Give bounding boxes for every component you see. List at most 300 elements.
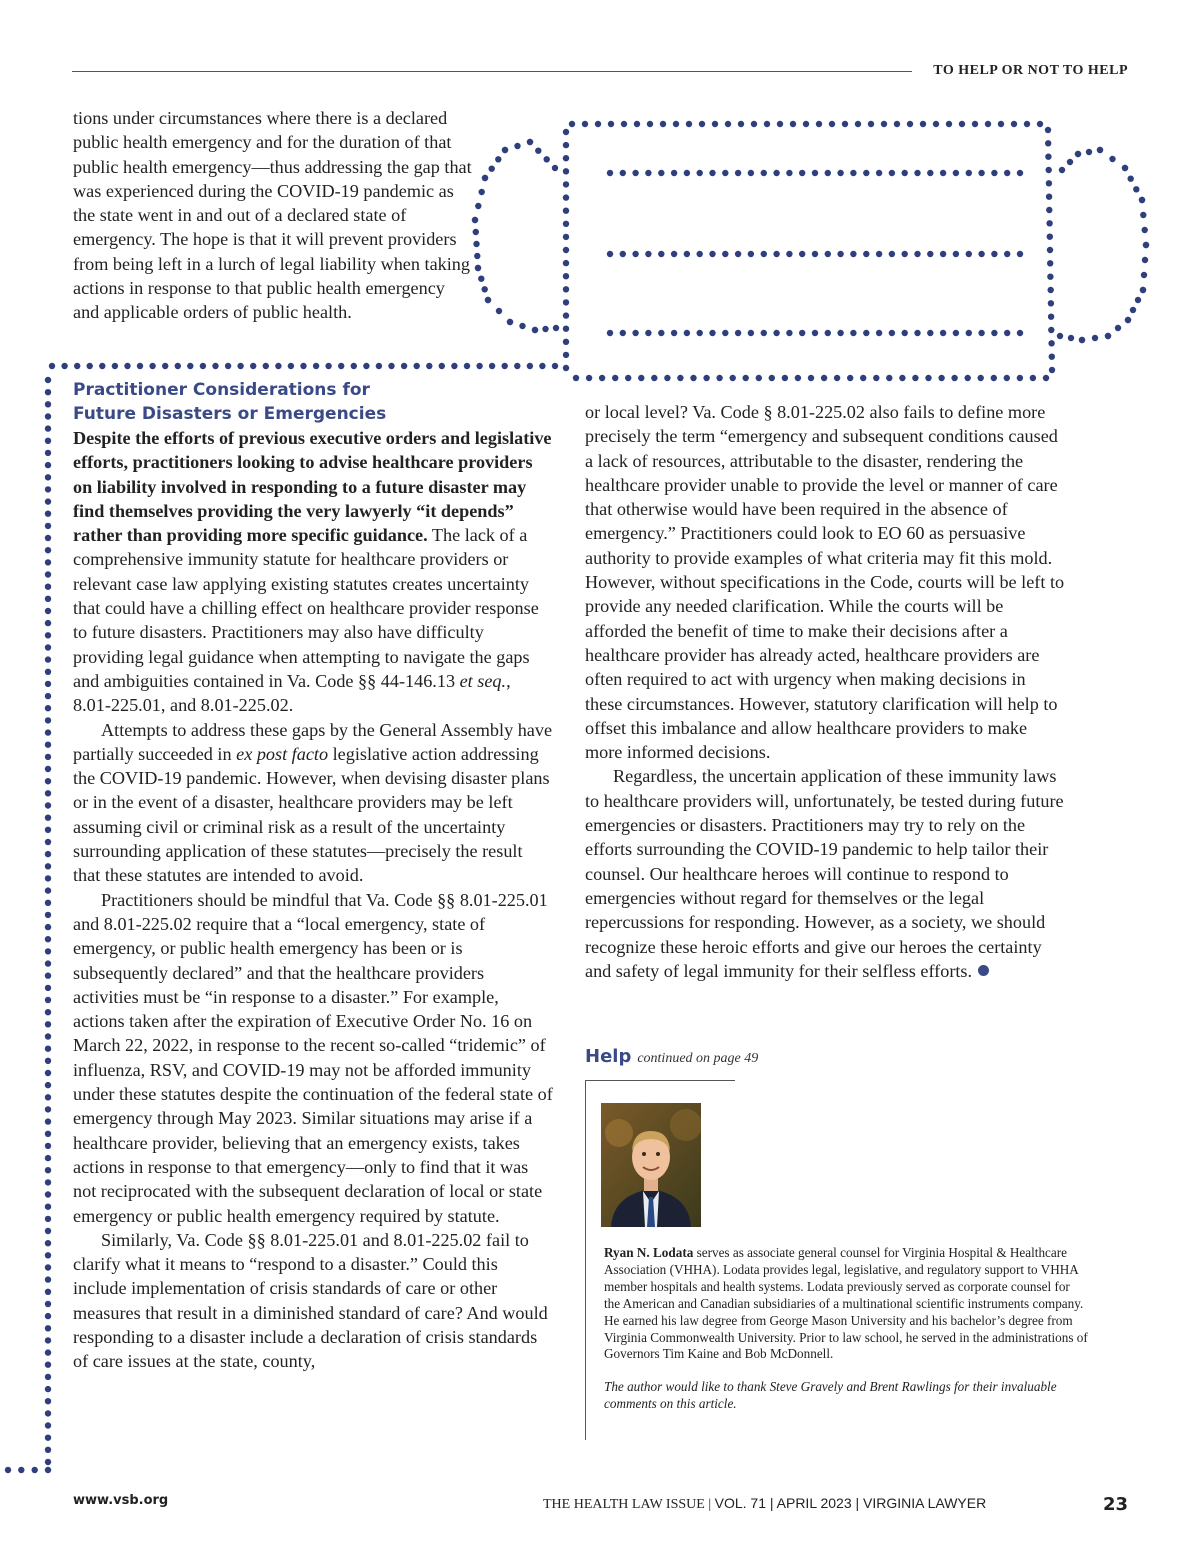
decorative-dot [886, 375, 892, 381]
decorative-dot [388, 363, 394, 369]
decorative-dot [863, 251, 869, 257]
decorative-dot [45, 802, 51, 808]
decorative-dot [162, 363, 168, 369]
decorative-dot [1046, 220, 1052, 226]
decorative-dot [748, 170, 754, 176]
decorative-dot [1097, 147, 1103, 153]
decorative-dot [722, 251, 728, 257]
decorative-dot [761, 330, 767, 336]
decorative-dot [45, 1082, 51, 1088]
decorative-dot [45, 693, 51, 699]
decorative-dot [658, 170, 664, 176]
decorative-dot [514, 143, 520, 149]
decorative-dot [677, 375, 683, 381]
decorative-dot [716, 375, 722, 381]
decorative-dot [842, 121, 848, 127]
decorative-dot [1128, 176, 1134, 182]
decorative-dot [45, 413, 51, 419]
decorative-dot [735, 251, 741, 257]
decorative-dot [586, 375, 592, 381]
decorative-dot [563, 286, 569, 292]
decorative-dot [45, 936, 51, 942]
decorative-dot [527, 363, 533, 369]
decorative-dot [45, 1386, 51, 1392]
decorative-dot [1011, 121, 1017, 127]
decorative-dot [563, 326, 569, 332]
decorative-dot [894, 121, 900, 127]
decorative-dot [621, 121, 627, 127]
decorative-dot [45, 1252, 51, 1258]
decorative-dot [1004, 375, 1010, 381]
decorative-dot [914, 170, 920, 176]
decorative-dot [709, 251, 715, 257]
footer-issue: THE HEALTH LAW ISSUE [543, 1497, 705, 1512]
decorative-dot [45, 511, 51, 517]
decorative-dot [325, 363, 331, 369]
paragraph-2 [73, 718, 553, 888]
end-mark-icon [978, 965, 989, 976]
decorative-dot [889, 170, 895, 176]
decorative-dot [582, 121, 588, 127]
decorative-dot [825, 170, 831, 176]
decorative-dot [1046, 167, 1052, 173]
decorative-dot [914, 251, 920, 257]
decorative-dot [764, 121, 770, 127]
decorative-dot [45, 705, 51, 711]
decorative-dot [45, 1410, 51, 1416]
decorative-dot [786, 170, 792, 176]
decorative-dot [45, 1301, 51, 1307]
decorative-dot [74, 363, 80, 369]
decorative-dot [124, 363, 130, 369]
decorative-dot [684, 251, 690, 257]
decorative-dot [45, 960, 51, 966]
decorative-dot [699, 121, 705, 127]
decorative-dot [237, 363, 243, 369]
decorative-dot [773, 170, 779, 176]
decorative-dot [927, 330, 933, 336]
decorative-dot [45, 1349, 51, 1355]
decorative-dot [495, 156, 501, 162]
decorative-dot [1004, 170, 1010, 176]
decorative-dot [225, 363, 231, 369]
decorative-dot [45, 1094, 51, 1100]
decorative-dot [620, 251, 626, 257]
decorative-dot [671, 330, 677, 336]
decorative-dot [563, 260, 569, 266]
decorative-dot [938, 375, 944, 381]
decorative-dot [351, 363, 357, 369]
lead-bold-text: Despite the efforts of previous executive orders and legislative efforts, practitioners looking to advise healthcare providers on liability involved in responding to a future disaster may find themselves providing the very lawyerly “it depends” rather than providing more specific guidance. [73, 428, 552, 546]
decorative-dot [748, 251, 754, 257]
decorative-dot [45, 863, 51, 869]
decorative-dot [563, 234, 569, 240]
decorative-dot [756, 375, 762, 381]
decorative-dot [825, 330, 831, 336]
decorative-dot [799, 330, 805, 336]
decorative-dot [45, 985, 51, 991]
decorative-dot [542, 326, 548, 332]
decorative-dot [45, 486, 51, 492]
decorative-dot [933, 121, 939, 127]
decorative-dot [991, 330, 997, 336]
decorative-dot [45, 1422, 51, 1428]
decorative-dot [45, 608, 51, 614]
decorative-dot [45, 498, 51, 504]
decorative-dot [45, 887, 51, 893]
decorative-dot [816, 121, 822, 127]
decorative-dot [45, 1337, 51, 1343]
decorative-dot [607, 170, 613, 176]
continued-keyword: Help [585, 1046, 632, 1067]
decorative-dot [647, 121, 653, 127]
decorative-dot [475, 265, 481, 271]
decorative-dot [482, 286, 488, 292]
decorative-dot [45, 1289, 51, 1295]
decorative-dot [1049, 367, 1055, 373]
decorative-dot [45, 1264, 51, 1270]
decorative-dot [834, 375, 840, 381]
decorative-dot [703, 375, 709, 381]
decorative-dot [795, 375, 801, 381]
decorative-dot [45, 778, 51, 784]
decorative-dot [45, 1276, 51, 1282]
decorative-dot [519, 323, 525, 329]
decorative-dot [563, 142, 569, 148]
decorative-dot [940, 330, 946, 336]
decorative-dot [1075, 151, 1081, 157]
decorative-dot [638, 375, 644, 381]
decorative-dot [464, 363, 470, 369]
bio-paragraph [604, 1245, 1088, 1363]
decorative-dot [45, 1033, 51, 1039]
decorative-dot [1046, 207, 1052, 213]
decorative-dot [45, 1374, 51, 1380]
decorative-dot [45, 1143, 51, 1149]
decorative-dot [45, 450, 51, 456]
decorative-dot [959, 121, 965, 127]
decorative-dot [607, 251, 613, 257]
decorative-dot [563, 312, 569, 318]
paragraph-4: Similarly, Va. Code §§ 8.01-225.01 and 8.01-225.02 fail to clarify what it means to “respond to a disaster.” Could this include implementation of crisis standards of care or other measures that result in a diminished standard of care? And would responding to a disaster include a declaration of crisis standards of care issues at the state, county, [73, 1229, 548, 1372]
decorative-dot [632, 330, 638, 336]
decorative-dot [1079, 337, 1085, 343]
decorative-dot [45, 1240, 51, 1246]
decorative-dot [645, 251, 651, 257]
decorative-dot [439, 363, 445, 369]
decorative-dot [45, 1046, 51, 1052]
decorative-dot [978, 330, 984, 336]
decorative-dot [45, 1362, 51, 1368]
decorative-dot [940, 170, 946, 176]
decorative-dot [927, 170, 933, 176]
decorative-dot [709, 170, 715, 176]
decorative-dot [45, 1204, 51, 1210]
decorative-dot [45, 742, 51, 748]
decorative-dot [847, 375, 853, 381]
decorative-dot [1017, 170, 1023, 176]
decorative-dot [1048, 300, 1054, 306]
decorative-dot [1047, 234, 1053, 240]
decorative-dot [502, 147, 508, 153]
decorative-dot [149, 363, 155, 369]
decorative-dot [1047, 247, 1053, 253]
decorative-dot [965, 375, 971, 381]
decorative-dot [5, 1467, 11, 1473]
decorative-dot [684, 170, 690, 176]
continued-text: continued on page 49 [637, 1051, 759, 1066]
decorative-dot [45, 425, 51, 431]
decorative-dot [607, 330, 613, 336]
decorative-dot [927, 251, 933, 257]
decorative-dot [1092, 335, 1098, 341]
decorative-dot [972, 121, 978, 127]
decorative-dot [1142, 257, 1148, 263]
decorative-dot [478, 276, 484, 282]
decorative-dot [45, 754, 51, 760]
decorative-dot [690, 375, 696, 381]
decorative-dot [1046, 194, 1052, 200]
decorative-dot [748, 330, 754, 336]
decorative-dot [45, 973, 51, 979]
decorative-dot [45, 1459, 51, 1465]
decorative-dot [1067, 159, 1073, 165]
decorative-dot [544, 156, 550, 162]
decorative-dot [761, 251, 767, 257]
paragraph-3: Practitioners should be mindful that Va. Code §§ 8.01-225.01 and 8.01-225.02 require that a “local emergency, state of emergency, or public health emergency has been or is subsequently declared” and that the healthcare providers activities must be “in response to a disaster.” For example, actions taken after the expiration of Executive Order No. 16 on March 22, 2022, in response to the recent so-called “tridemic” of influenza, RSV, and COVID-19 may not be afforded immunity under these statutes despite the continuation of the federal state of emergency through May 2023. Similar situations may arise if a healthcare provider, believing that an emergency exists, takes actions in response to that emergency—only to find that it was not reciprocated with the subsequent declaration of local or state emergency or public health emergency required by statute. [73, 889, 553, 1226]
decorative-dot [902, 330, 908, 336]
decorative-dot [496, 308, 502, 314]
decorative-dot [671, 170, 677, 176]
decorative-dot [474, 253, 480, 259]
decorative-dot [563, 181, 569, 187]
decorative-dot [45, 1179, 51, 1185]
decorative-dot [45, 1167, 51, 1173]
author-photo [601, 1103, 701, 1227]
decorative-dot [991, 251, 997, 257]
decorative-dot [45, 401, 51, 407]
decorative-dot [32, 1467, 38, 1473]
decorative-dot [45, 1021, 51, 1027]
decorative-dot [45, 1447, 51, 1453]
decorative-dot [539, 363, 545, 369]
decorative-dot [812, 251, 818, 257]
bio-side-rule [585, 1080, 586, 1440]
decorative-dot [735, 330, 741, 336]
decorative-dot [535, 148, 541, 154]
decorative-dot [563, 221, 569, 227]
decorative-dot [489, 166, 495, 172]
decorative-dot [786, 251, 792, 257]
decorative-dot [473, 229, 479, 235]
decorative-dot [563, 299, 569, 305]
decorative-dot [45, 656, 51, 662]
decorative-dot [563, 168, 569, 174]
decorative-dot [812, 170, 818, 176]
decorative-dot [45, 1191, 51, 1197]
decorative-dot [338, 363, 344, 369]
decorative-dot [743, 375, 749, 381]
decorative-dot [837, 330, 843, 336]
decorative-dot [991, 170, 997, 176]
decorative-dot [263, 363, 269, 369]
running-head: TO HELP OR NOT TO HELP [933, 63, 1128, 78]
decorative-dot [625, 375, 631, 381]
decorative-dot [45, 875, 51, 881]
decorative-dot [1045, 154, 1051, 160]
decorative-dot [45, 1106, 51, 1112]
decorative-dot [563, 155, 569, 161]
decorative-dot [451, 363, 457, 369]
paragraph-5: or local level? Va. Code § 8.01-225.02 also fails to define more precisely the term “emergency and subsequent conditions caused a lack of resources, attributable to the disaster, rendering the healthcare provider unable to provide the level or manner of care that otherwise would have been required in the absence of emergency.” Practitioners could look to EO 60 as persuasive authority to provide examples of what criteria may fit this mold. However, without specifications in the Code, courts will be left to provide any needed clarification. While the courts will be afforded the benefit of time to make their decisions after a healthcare provider has already acted, healthcare providers are often required to act with urgency when making decisions in these circumstances. However, statutory clarification will help to offset this imbalance and allow healthcare providers to make more informed decisions. [585, 402, 1065, 763]
decorative-dot [45, 729, 51, 735]
decorative-dot [850, 170, 856, 176]
decorative-dot [426, 363, 432, 369]
paragraph-6 [585, 764, 1065, 983]
decorative-dot [45, 681, 51, 687]
decorative-dot [632, 170, 638, 176]
decorative-dot [812, 330, 818, 336]
decorative-dot [1048, 287, 1054, 293]
decorative-dot [946, 121, 952, 127]
decorative-dot [45, 1058, 51, 1064]
decorative-dot [1057, 333, 1063, 339]
decorative-dot [1105, 333, 1111, 339]
decorative-dot [709, 330, 715, 336]
decorative-dot [49, 363, 55, 369]
decorative-dot [573, 375, 579, 381]
decorative-dot [863, 170, 869, 176]
decorative-dot [563, 208, 569, 214]
decorative-dot [288, 363, 294, 369]
decorative-dot [799, 251, 805, 257]
decorative-dot [552, 165, 558, 171]
decorative-dot [1046, 180, 1052, 186]
decorative-dot [1037, 121, 1043, 127]
decorative-dot [1024, 121, 1030, 127]
decorative-dot [608, 121, 614, 127]
decorative-dot [1115, 325, 1121, 331]
decorative-dot [99, 363, 105, 369]
decorative-dot [1048, 340, 1054, 346]
decorative-dot [45, 523, 51, 529]
decorative-dot [671, 251, 677, 257]
acknowledgment: The author would like to thank Steve Gravely and Brent Rawlings for their invaluable comments on this article. [604, 1379, 1057, 1412]
decorative-dot [300, 363, 306, 369]
decorative-dot [502, 363, 508, 369]
decorative-dot [645, 170, 651, 176]
decorative-dot [803, 121, 809, 127]
decorative-dot [563, 365, 569, 371]
decorative-dot [45, 462, 51, 468]
paragraph-1 [73, 426, 553, 718]
decorative-dot [966, 170, 972, 176]
decorative-dot [837, 251, 843, 257]
decorative-dot [1049, 354, 1055, 360]
decorative-dot [45, 596, 51, 602]
decorative-dot [45, 1398, 51, 1404]
decorative-dot [790, 121, 796, 127]
decorative-dot [786, 330, 792, 336]
decorative-dot [751, 121, 757, 127]
decorative-dot [1140, 287, 1146, 293]
decorative-dot [837, 170, 843, 176]
decorative-dot [1125, 317, 1131, 323]
decorative-dot [376, 363, 382, 369]
decorative-dot [889, 330, 895, 336]
decorative-dot [137, 363, 143, 369]
decorative-dot [45, 535, 51, 541]
decorative-dot [507, 319, 513, 325]
decorative-dot [634, 121, 640, 127]
decorative-dot [45, 1009, 51, 1015]
decorative-dot [953, 170, 959, 176]
decorative-dot [45, 1131, 51, 1137]
decorative-dot [473, 241, 479, 247]
decorative-dot [45, 924, 51, 930]
decorative-dot [829, 121, 835, 127]
decorative-dot [735, 170, 741, 176]
decorative-dot [1141, 272, 1147, 278]
decorative-dot [998, 121, 1004, 127]
footer-site: www.vsb.org [73, 1493, 169, 1508]
decorative-dot [730, 375, 736, 381]
decorative-dot [1045, 127, 1051, 133]
decorative-dot [45, 1435, 51, 1441]
decorative-dot [876, 330, 882, 336]
decorative-dot [569, 121, 575, 127]
decorative-dot [1017, 375, 1023, 381]
decorative-dot [45, 851, 51, 857]
decorative-dot [45, 438, 51, 444]
author-name: Ryan N. Lodata [604, 1245, 694, 1260]
decorative-dot [45, 1118, 51, 1124]
decorative-dot [112, 363, 118, 369]
decorative-dot [1017, 330, 1023, 336]
decorative-dot [966, 330, 972, 336]
decorative-dot [1017, 251, 1023, 257]
decorative-dot [920, 121, 926, 127]
decorative-dot [275, 363, 281, 369]
decorative-dot [45, 912, 51, 918]
decorative-dot [45, 997, 51, 1003]
decorative-dot [1068, 335, 1074, 341]
decorative-dot [1135, 297, 1141, 303]
decorative-dot [45, 1070, 51, 1076]
decorative-dot [45, 571, 51, 577]
decorative-dot [45, 1313, 51, 1319]
decorative-dot [902, 251, 908, 257]
decorative-dot [860, 375, 866, 381]
decorative-dot [1109, 156, 1115, 162]
decorative-dot [966, 251, 972, 257]
decorative-dot [902, 170, 908, 176]
decorative-dot [363, 363, 369, 369]
decorative-dot [951, 375, 957, 381]
decorative-dot [45, 669, 51, 675]
decorative-dot [1059, 167, 1065, 173]
decorative-dot [684, 330, 690, 336]
decorative-dot [532, 327, 538, 333]
paragraph-2-italic: ex post facto [236, 743, 329, 764]
decorative-dot [250, 363, 256, 369]
decorative-dot [722, 170, 728, 176]
decorative-dot [664, 375, 670, 381]
decorative-dot [489, 363, 495, 369]
decorative-dot [514, 363, 520, 369]
decorative-dot [712, 121, 718, 127]
intro-column [73, 106, 473, 325]
